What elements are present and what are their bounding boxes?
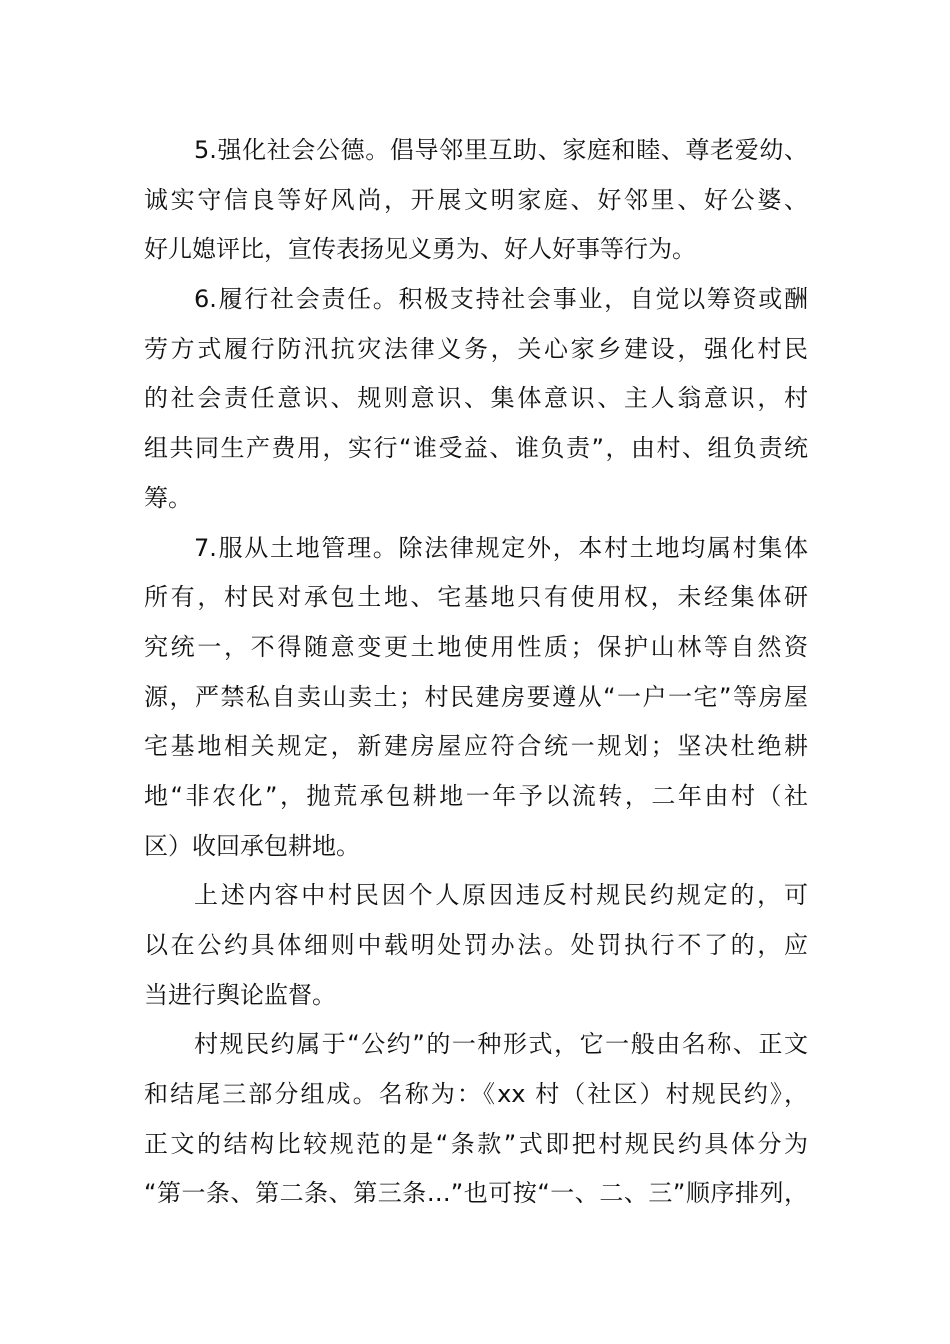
paragraph-line: 筹。 xyxy=(144,483,192,512)
paragraph-line: 以在公约具体细则中载明处罚办法。处罚执行不了的，应 xyxy=(144,931,808,959)
document-body xyxy=(144,126,808,1219)
paragraph-line: 当进行舆论监督。 xyxy=(144,980,336,1009)
paragraph-line: 组共同生产费用，实行“谁受益、谁负责”，由村、组负责统 xyxy=(144,434,808,463)
paragraph-line: 劳方式履行防汛抗灾法律义务，关心家乡建设，强化村民 xyxy=(144,334,808,363)
paragraph-line: 和结尾三部分组成。名称为：《xx 村（社区）村规民约》， xyxy=(144,1080,808,1109)
paragraph-line: 6.履行社会责任。积极支持社会事业，自觉以筹资或酬 xyxy=(194,285,808,314)
paragraph-violation-penalty xyxy=(144,871,808,1020)
paragraph-line: 诚实守信良等好风尚，开展文明家庭、好邻里、好公婆、 xyxy=(144,185,808,214)
paragraph-line: 村规民约属于“公约”的一种形式，它一般由名称、正文 xyxy=(194,1030,808,1059)
paragraph-line: 正文的结构比较规范的是“条款”式即把村规民约具体分为 xyxy=(144,1129,808,1158)
paragraph-line: 区）收回承包耕地。 xyxy=(144,831,360,860)
paragraph-5-social-morality xyxy=(144,126,808,275)
paragraph-line: 究统一，不得随意变更土地使用性质；保护山林等自然资 xyxy=(144,632,808,661)
paragraph-line: 好儿媳评比，宣传表扬见义勇为、好人好事等行为。 xyxy=(144,235,696,264)
paragraph-6-social-responsibility xyxy=(144,275,808,523)
paragraph-line: 宅基地相关规定，新建房屋应符合统一规划；坚决杜绝耕 xyxy=(144,732,808,761)
paragraph-7-land-management xyxy=(144,524,808,872)
paragraph-line: 所有，村民对承包土地、宅基地只有使用权，未经集体研 xyxy=(144,583,808,612)
paragraph-line: 源，严禁私自卖山卖土；村民建房要遵从“一户一宅”等房屋 xyxy=(144,682,808,711)
paragraph-line: “第一条、第二条、第三条…”也可按“一、二、三”顺序排列， xyxy=(144,1179,808,1208)
paragraph-line: 7.服从土地管理。除法律规定外，本村土地均属村集体 xyxy=(194,533,808,562)
paragraph-convention-structure xyxy=(144,1020,808,1219)
paragraph-line: 上述内容中村民因个人原因违反村规民约规定的，可 xyxy=(194,881,808,910)
paragraph-line: 5.强化社会公德。倡导邻里互助、家庭和睦、尊老爱幼、 xyxy=(194,136,808,164)
paragraph-line: 地“非农化”，抛荒承包耕地一年予以流转，二年由村（社 xyxy=(144,781,808,810)
paragraph-line: 的社会责任意识、规则意识、集体意识、主人翁意识，村 xyxy=(144,384,808,413)
